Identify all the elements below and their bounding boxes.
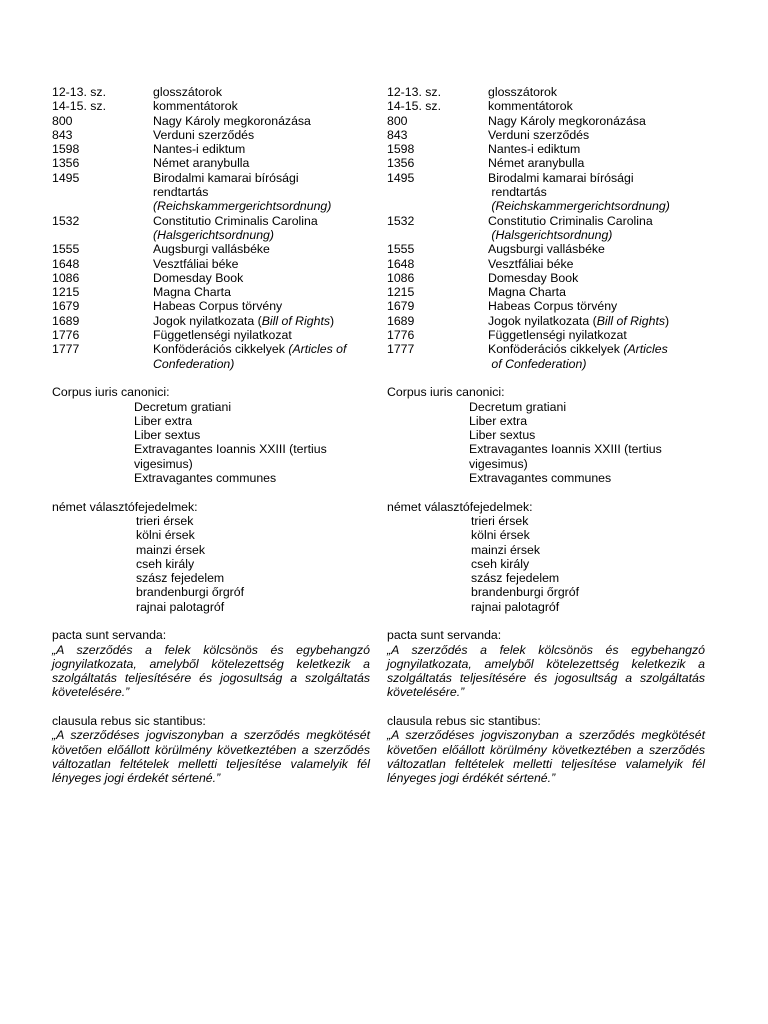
event-text: ) [330,313,335,328]
timeline-row [387,271,705,285]
timeline-row [387,328,705,342]
timeline-row [52,342,370,371]
timeline-row [52,85,370,99]
event: Magna Charta [153,285,231,300]
event: Verduni szerződés [488,127,590,142]
timeline-row [52,285,370,299]
section-heading: clausula rebus sic stantibus: [387,714,541,729]
timeline-row [387,242,705,256]
list-item: trieri érsek [136,513,194,528]
list-item: Extravagantes Ioannis XXIII (tertius [134,442,327,457]
event: Verduni szerződés [153,127,255,142]
section-heading: pacta sunt servanda: [387,628,502,643]
list-item: mainzi érsek [471,542,541,557]
timeline-row [52,128,370,142]
clausula-section [52,714,370,785]
timeline-row [52,214,370,243]
event: Függetlenségi nyilatkozat [488,328,627,343]
timeline-row [52,99,370,113]
timeline-row [387,257,705,271]
section-heading: Corpus iuris canonici: [387,385,505,400]
quote: „A szerződéses jogviszonyban a szerződés megkötését követően előállott körülmény következtében a szerződés változatlan feltételek melletti teljesítése valamelyik fél lényeges jogi érdekét sértené.” [52,728,370,786]
list-item: cseh király [471,556,530,571]
year: 1598 [52,142,80,157]
timeline-row [52,314,370,328]
event-text-italic: Bill of Rights [596,313,666,328]
event-text-italic: Bill of Rights [261,313,331,328]
event-line: (Reichskammergerichtsordnung) [153,199,332,214]
event [153,171,370,214]
list-item: Extravagantes communes [134,471,277,486]
year: 1495 [52,170,80,185]
timeline-row [387,214,705,243]
list-item: Extravagantes Ioannis XXIII (tertius [469,442,662,457]
list-item: mainzi érsek [136,542,206,557]
year: 1555 [387,242,415,257]
year: 1689 [52,313,80,328]
year: 1776 [387,328,415,343]
year: 1648 [52,256,80,271]
list-item: szász fejedelem [471,571,560,586]
timeline-row [387,85,705,99]
list-item: rajnai palotagróf [471,599,560,614]
section-heading: Corpus iuris canonici: [52,385,170,400]
event: Nagy Károly megkoronázása [153,113,311,128]
event [153,214,370,243]
event: Függetlenségi nyilatkozat [153,328,292,343]
timeline [52,85,370,371]
year: 843 [387,127,408,142]
event-line: rendtartás [153,185,209,200]
year: 1532 [52,213,80,228]
event: Habeas Corpus törvény [488,299,618,314]
event: glosszátorok [153,85,223,99]
event-line: Birodalmi kamarai bírósági [488,170,634,185]
event [153,314,370,328]
event: Magna Charta [488,285,566,300]
year: 1777 [387,342,415,357]
event: Augsburgi vallásbéke [488,242,605,257]
year: 1776 [52,328,80,343]
event-text: Jogok nyilatkozata ( [153,313,262,328]
timeline-row [387,314,705,328]
timeline-row [387,171,705,214]
list-item: Decretum gratiani [469,399,567,414]
event-line: (Halsgerichtsordnung) [153,227,274,242]
event: Habeas Corpus törvény [153,299,283,314]
list-item: Liber sextus [469,428,536,443]
timeline [387,85,705,371]
event-line: of Confederation) [488,356,587,371]
timeline-row [52,156,370,170]
year: 1777 [52,342,80,357]
event: Vesztfáliai béke [153,256,239,271]
event: Nantes-i ediktum [153,142,246,157]
list-item: Decretum gratiani [134,399,232,414]
quote: „A szerződés a felek kölcsönös és egybehangzó jognyilatkozata, amelyből kötelezettség keletkezik a szolgáltatás teljesítésére és jogosultság a szolgáltatás követelésére.” [52,642,370,700]
year: 1086 [52,270,80,285]
list-item: Extravagantes communes [469,471,612,486]
canon-section [52,385,370,485]
year: 1086 [387,270,415,285]
timeline-row [52,257,370,271]
year: 12-13. sz. [52,85,106,99]
event [488,214,705,243]
section-heading: német választófejedelmek: [52,499,198,514]
year: 1356 [387,156,415,171]
timeline-row [387,128,705,142]
quote: „A szerződéses jogviszonyban a szerződés megkötését követően előállott körülmény következtében a szerződés változatlan feltételek melletti teljesítése valamelyik fél lényeges jogi érdékét sértené.” [387,728,705,786]
electors-section [387,500,705,614]
event-line: Constitutio Criminalis Carolina [153,213,318,228]
timeline-row [52,171,370,214]
list-item: cseh király [136,556,195,571]
event-line: (Halsgerichtsordnung) [488,227,613,242]
event: Domesday Book [153,270,244,285]
event-text-italic: (Articles of [288,342,347,357]
event: Nantes-i ediktum [488,142,581,157]
timeline-row [387,285,705,299]
list-item: kölni érsek [136,528,195,543]
event: kommentátorok [153,99,238,114]
event [488,314,705,328]
year: 1598 [387,142,415,157]
list-item: Liber sextus [134,428,201,443]
year: 843 [52,127,73,142]
quote: „A szerződés a felek kölcsönös és egybehangzó jognyilatkozata, amelyből kötelezettség keletkezik a szolgáltatás teljesítésére és jogosultság a szolgáltatás követelésére.” [387,642,705,700]
year: 1356 [52,156,80,171]
year: 800 [52,113,73,128]
timeline-row [52,299,370,313]
timeline-row [52,142,370,156]
timeline-row [52,271,370,285]
right-column [387,85,705,786]
event: Német aranybulla [488,156,585,171]
year: 12-13. sz. [387,85,441,99]
year: 1532 [387,213,415,228]
event: kommentátorok [488,99,573,114]
timeline-row [387,156,705,170]
canon-section [387,385,705,485]
event-text: Jogok nyilatkozata ( [488,313,597,328]
year: 1679 [52,299,80,314]
event-line: rendtartás [488,185,547,200]
timeline-row [52,242,370,256]
event: Vesztfáliai béke [488,256,574,271]
section-heading: pacta sunt servanda: [52,628,167,643]
list-item: Liber extra [469,413,528,428]
event: Német aranybulla [153,156,250,171]
event-text: Konföderációs cikkelyek [153,342,289,357]
year: 1689 [387,313,415,328]
list-item: brandenburgi őrgróf [136,585,245,600]
event-line: (Reichskammergerichtsordnung) [488,199,670,214]
event [488,171,705,214]
event-text: Konföderációs cikkelyek [488,342,624,357]
event-text-italic: (Articles [623,342,668,357]
event: Nagy Károly megkoronázása [488,113,646,128]
timeline-row [387,99,705,113]
timeline-row [387,299,705,313]
pacta-section [52,628,370,699]
event-line: Confederation) [153,356,235,371]
year: 14-15. sz. [387,99,441,114]
event: Domesday Book [488,270,579,285]
year: 1215 [387,285,415,300]
timeline-row [387,142,705,156]
clausula-section [387,714,705,785]
event-text: ) [665,313,670,328]
year: 1648 [387,256,415,271]
event-line: Birodalmi kamarai bírósági [153,170,299,185]
timeline-row [52,114,370,128]
timeline-row [387,342,705,371]
list-item: kölni érsek [471,528,530,543]
event-line: Constitutio Criminalis Carolina [488,213,653,228]
event: glosszátorok [488,85,558,99]
year: 1215 [52,285,80,300]
section-heading: német választófejedelmek: [387,499,533,514]
list-item: szász fejedelem [136,571,225,586]
event [153,342,370,371]
year: 1495 [387,170,415,185]
list-item: trieri érsek [471,513,529,528]
left-column [52,85,370,786]
electors-section [52,500,370,614]
list-item: Liber extra [134,413,193,428]
list-item: vigesimus) [469,456,528,471]
year: 1555 [52,242,80,257]
timeline-row [387,114,705,128]
year: 14-15. sz. [52,99,106,114]
section-heading: clausula rebus sic stantibus: [52,714,206,729]
list-item: brandenburgi őrgróf [471,585,580,600]
timeline-row [52,328,370,342]
list-item: rajnai palotagróf [136,599,225,614]
year: 1679 [387,299,415,314]
year: 800 [387,113,408,128]
event [488,342,705,371]
list-item: vigesimus) [134,456,193,471]
pacta-section [387,628,705,699]
event: Augsburgi vallásbéke [153,242,270,257]
